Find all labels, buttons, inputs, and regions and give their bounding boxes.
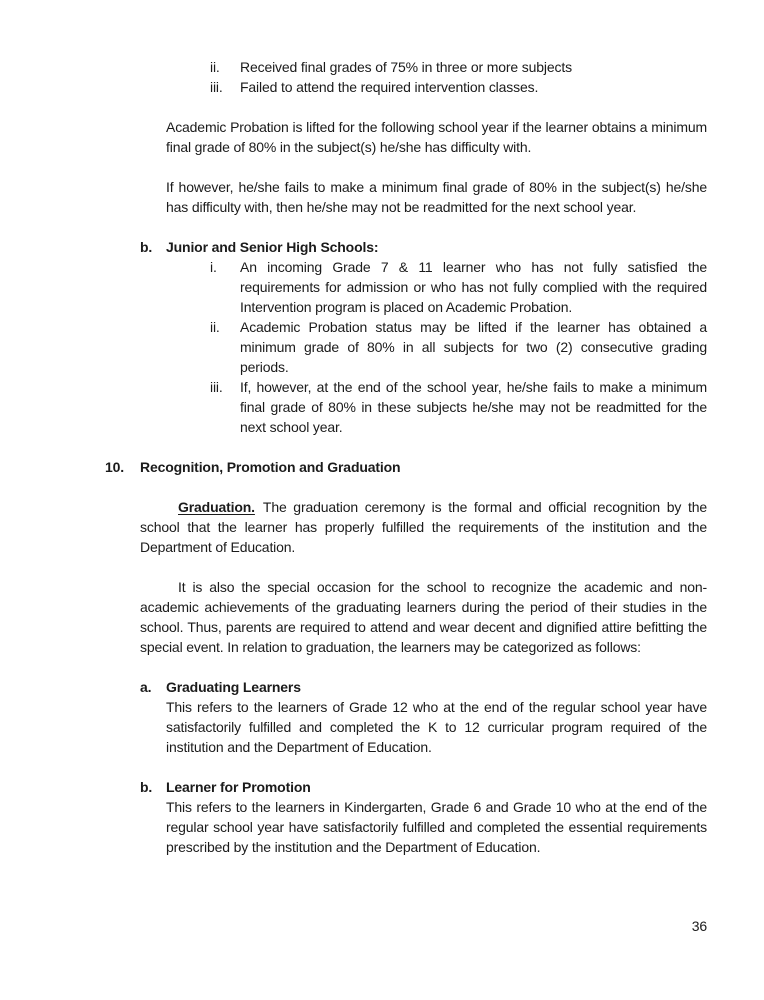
top-roman-list: [210, 57, 707, 97]
section-number: 10.: [105, 459, 125, 475]
list-marker: iii.: [210, 379, 223, 395]
paragraph-academic-probation-lifted: Academic Probation is lifted for the following school year if the learner obtains a minimum final grade of 80% in the subject(s) he/she has difficulty with.: [166, 119, 707, 155]
item-b-title: Learner for Promotion: [166, 779, 311, 795]
list-item-text: Academic Probation status may be lifted if the learner has obtained a minimum grade of 80% in all subjects for two (2) consecutive grading periods.: [240, 319, 707, 375]
list-item: [210, 377, 707, 437]
item-b-heading: [140, 237, 707, 257]
section-10-heading: [105, 457, 707, 477]
list-item: [210, 57, 707, 77]
list-item-text: Failed to attend the required intervention classes.: [240, 79, 539, 95]
list-item: [210, 77, 707, 97]
list-marker: ii.: [210, 59, 220, 75]
list-marker: b.: [140, 239, 153, 255]
list-item-text: If, however, at the end of the school year, he/she fails to make a minimum final grade of 80% in these subjects he/she may not be readmitted for the next school year.: [240, 379, 707, 435]
paragraph-graduation: [140, 497, 707, 557]
item-b-roman-list: [210, 257, 707, 437]
list-item: [210, 257, 707, 317]
item-body: [166, 777, 707, 857]
paragraph-not-readmitted: If however, he/she fails to make a minimum final grade of 80% in the subject(s) he/she has difficulty with, then he/she may not be readmitted for the next school year.: [166, 179, 707, 215]
item-b-learner-for-promotion: [140, 777, 707, 857]
item-b-title: Junior and Senior High Schools:: [166, 239, 379, 255]
paragraph-special-occasion: It is also the special occasion for the school to recognize the academic and non-academic achievements of the graduating learners during the period of their studies in the school. Thus, parents are required to attend and wear decent and dignified attire befitting the special event. In relation to graduation, the learners may be categorized as follows:: [140, 579, 707, 655]
item-a-title: Graduating Learners: [166, 679, 301, 695]
list-item-text: An incoming Grade 7 & 11 learner who has not fully satisfied the requirements for admission or who has not fully complied with the required Intervention program is placed on Academic Probation.: [240, 259, 707, 315]
list-marker: ii.: [210, 319, 220, 335]
list-marker: b.: [140, 779, 153, 795]
item-a-graduating-learners: [140, 677, 707, 757]
list-marker: iii.: [210, 79, 223, 95]
list-item: [210, 317, 707, 377]
item-a-text: This refers to the learners of Grade 12 who at the end of the regular school year have satisfactorily fulfilled and completed the K to 12 curricular program required of the institution and the Department of Education.: [166, 699, 707, 755]
list-marker: i.: [210, 259, 217, 275]
section-title: Recognition, Promotion and Graduation: [140, 459, 401, 475]
item-body: [166, 677, 707, 757]
page-number: 36: [691, 918, 707, 934]
page-content: [105, 57, 707, 877]
list-item-text: Received final grades of 75% in three or more subjects: [240, 59, 572, 75]
graduation-lead-word: Graduation.: [178, 499, 255, 515]
paragraph-graduation-text: The graduation ceremony is the formal and official recognition by the school that the learner has properly fulfilled the requirements of the institution and the Department of Education.: [140, 499, 707, 555]
list-marker: a.: [140, 679, 152, 695]
item-b-text: This refers to the learners in Kindergarten, Grade 6 and Grade 10 who at the end of the regular school year have satisfactorily fulfilled and completed the essential requirements prescribed by the institution and the Department of Education.: [166, 799, 707, 855]
